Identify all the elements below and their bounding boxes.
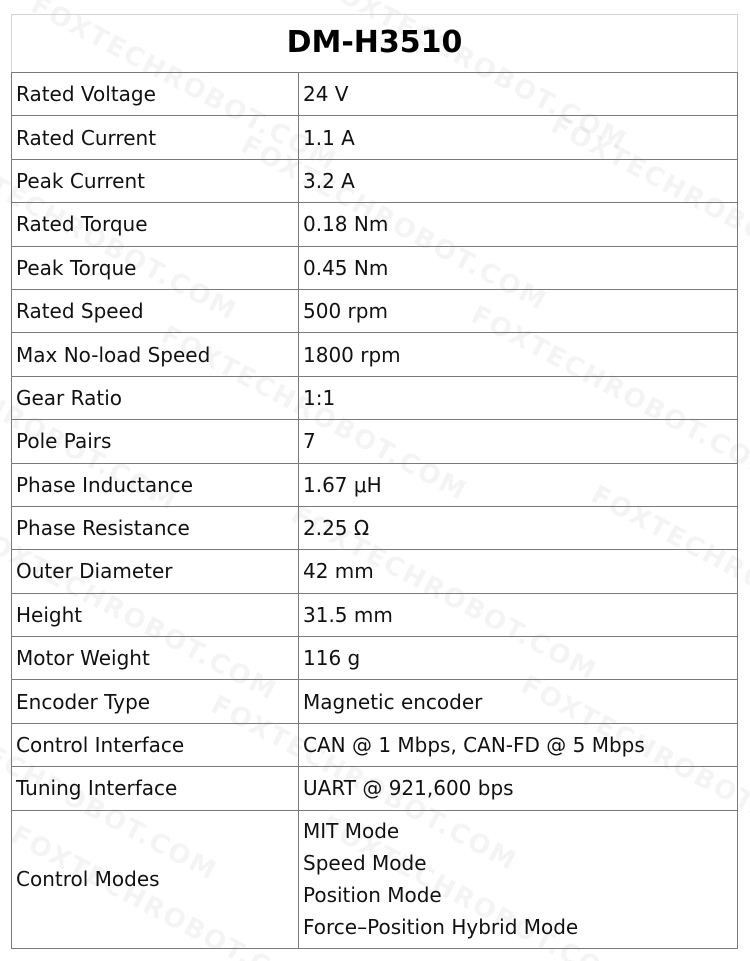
page-title: DM-H3510 [286, 25, 463, 60]
spec-value: 1:1 [299, 376, 738, 419]
spec-label: Phase Inductance [12, 463, 299, 506]
spec-label: Control Modes [12, 810, 299, 948]
spec-value: 31.5 mm [299, 593, 738, 636]
spec-label: Max No-load Speed [12, 333, 299, 376]
control-mode-item: Speed Mode [303, 851, 427, 876]
spec-label: Rated Speed [12, 289, 299, 332]
spec-value: 7 [299, 420, 738, 463]
control-mode-item: MIT Mode [303, 819, 400, 844]
table-row [12, 463, 738, 506]
table-row [12, 116, 738, 159]
spec-label: Pole Pairs [12, 420, 299, 463]
table-row [12, 506, 738, 549]
spec-label: Height [12, 593, 299, 636]
spec-value: 24 V [299, 73, 738, 116]
table-row-control-modes [12, 810, 738, 948]
table-row [12, 680, 738, 723]
spec-label: Gear Ratio [12, 376, 299, 419]
control-mode-item: Force–Position Hybrid Mode [303, 915, 579, 940]
spec-value: Magnetic encoder [299, 680, 738, 723]
spec-value: 1800 rpm [299, 333, 738, 376]
spec-value: 1.1 A [299, 116, 738, 159]
spec-label: Rated Current [12, 116, 299, 159]
table-row [12, 333, 738, 376]
spec-value-list [299, 810, 738, 948]
table-row [12, 289, 738, 332]
table-row [12, 593, 738, 636]
spec-label: Peak Torque [12, 246, 299, 289]
spec-value: 500 rpm [299, 289, 738, 332]
table-row [12, 159, 738, 202]
spec-value: 116 g [299, 637, 738, 680]
spec-label: Outer Diameter [12, 550, 299, 593]
spec-label: Tuning Interface [12, 767, 299, 810]
spec-label: Phase Resistance [12, 506, 299, 549]
spec-value: CAN @ 1 Mbps, CAN-FD @ 5 Mbps [299, 723, 738, 766]
spec-value: 0.18 Nm [299, 203, 738, 246]
spec-label: Rated Voltage [12, 73, 299, 116]
spec-label: Control Interface [12, 723, 299, 766]
spec-value: 0.45 Nm [299, 246, 738, 289]
spec-value: 2.25 Ω [299, 506, 738, 549]
table-row [12, 637, 738, 680]
table-row [12, 550, 738, 593]
table-row [12, 246, 738, 289]
table-row [12, 376, 738, 419]
spec-label: Encoder Type [12, 680, 299, 723]
spec-table [11, 72, 738, 949]
spec-label: Peak Current [12, 159, 299, 202]
spec-value: 1.67 μH [299, 463, 738, 506]
table-row [12, 767, 738, 810]
spec-label: Rated Torque [12, 203, 299, 246]
control-mode-item: Position Mode [303, 883, 442, 908]
spec-label: Motor Weight [12, 637, 299, 680]
table-row [12, 203, 738, 246]
spec-value: UART @ 921,600 bps [299, 767, 738, 810]
table-row [12, 420, 738, 463]
spec-value: 42 mm [299, 550, 738, 593]
table-row [12, 723, 738, 766]
spec-value: 3.2 A [299, 159, 738, 202]
table-row [12, 73, 738, 116]
